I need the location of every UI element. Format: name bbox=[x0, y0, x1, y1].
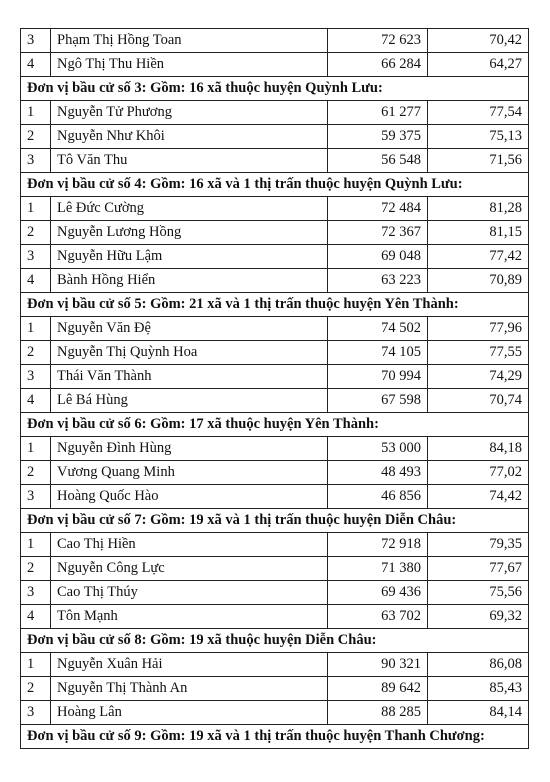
vote-count: 89 642 bbox=[328, 677, 428, 701]
election-results-table bbox=[20, 28, 529, 749]
candidate-row bbox=[21, 653, 529, 677]
candidate-name: Nguyễn Tử Phương bbox=[51, 101, 328, 125]
candidate-row bbox=[21, 365, 529, 389]
candidate-name: Hoàng Quốc Hào bbox=[51, 485, 328, 509]
candidate-number: 4 bbox=[21, 605, 51, 629]
vote-percent: 71,56 bbox=[428, 149, 529, 173]
electoral-unit-title: Đơn vị bầu cử số 9: Gồm: 19 xã và 1 thị trấn thuộc huyện Thanh Chương: bbox=[21, 725, 529, 749]
vote-count: 63 702 bbox=[328, 605, 428, 629]
candidate-number: 3 bbox=[21, 485, 51, 509]
vote-percent: 84,14 bbox=[428, 701, 529, 725]
candidate-name: Vương Quang Minh bbox=[51, 461, 328, 485]
vote-count: 72 623 bbox=[328, 29, 428, 53]
candidate-row bbox=[21, 461, 529, 485]
vote-count: 46 856 bbox=[328, 485, 428, 509]
vote-percent: 75,56 bbox=[428, 581, 529, 605]
electoral-unit-header bbox=[21, 509, 529, 533]
candidate-name: Nguyễn Xuân Hải bbox=[51, 653, 328, 677]
candidate-number: 3 bbox=[21, 365, 51, 389]
vote-count: 72 367 bbox=[328, 221, 428, 245]
vote-percent: 70,89 bbox=[428, 269, 529, 293]
candidate-row bbox=[21, 437, 529, 461]
candidate-row bbox=[21, 149, 529, 173]
candidate-name: Nguyễn Như Khôi bbox=[51, 125, 328, 149]
vote-percent: 70,74 bbox=[428, 389, 529, 413]
vote-percent: 77,96 bbox=[428, 317, 529, 341]
candidate-row bbox=[21, 29, 529, 53]
candidate-row bbox=[21, 557, 529, 581]
electoral-unit-header bbox=[21, 413, 529, 437]
candidate-row bbox=[21, 389, 529, 413]
candidate-row bbox=[21, 701, 529, 725]
candidate-row bbox=[21, 125, 529, 149]
candidate-number: 3 bbox=[21, 245, 51, 269]
candidate-number: 1 bbox=[21, 437, 51, 461]
electoral-unit-header bbox=[21, 77, 529, 101]
vote-count: 74 105 bbox=[328, 341, 428, 365]
candidate-number: 1 bbox=[21, 653, 51, 677]
vote-percent: 81,28 bbox=[428, 197, 529, 221]
vote-percent: 86,08 bbox=[428, 653, 529, 677]
electoral-unit-title: Đơn vị bầu cử số 5: Gồm: 21 xã và 1 thị trấn thuộc huyện Yên Thành: bbox=[21, 293, 529, 317]
vote-percent: 77,02 bbox=[428, 461, 529, 485]
candidate-name: Nguyễn Văn Đệ bbox=[51, 317, 328, 341]
vote-count: 56 548 bbox=[328, 149, 428, 173]
candidate-number: 3 bbox=[21, 29, 51, 53]
vote-count: 90 321 bbox=[328, 653, 428, 677]
vote-percent: 64,27 bbox=[428, 53, 529, 77]
candidate-number: 4 bbox=[21, 53, 51, 77]
candidate-name: Cao Thị Thúy bbox=[51, 581, 328, 605]
vote-count: 71 380 bbox=[328, 557, 428, 581]
candidate-name: Nguyễn Thị Thành An bbox=[51, 677, 328, 701]
vote-count: 69 048 bbox=[328, 245, 428, 269]
candidate-row bbox=[21, 245, 529, 269]
vote-count: 48 493 bbox=[328, 461, 428, 485]
candidate-name: Nguyễn Lương Hồng bbox=[51, 221, 328, 245]
vote-count: 66 284 bbox=[328, 53, 428, 77]
vote-percent: 84,18 bbox=[428, 437, 529, 461]
candidate-number: 2 bbox=[21, 125, 51, 149]
vote-percent: 74,42 bbox=[428, 485, 529, 509]
vote-percent: 75,13 bbox=[428, 125, 529, 149]
electoral-unit-title: Đơn vị bầu cử số 7: Gồm: 19 xã và 1 thị trấn thuộc huyện Diễn Châu: bbox=[21, 509, 529, 533]
electoral-unit-header bbox=[21, 173, 529, 197]
candidate-name: Thái Văn Thành bbox=[51, 365, 328, 389]
candidate-row bbox=[21, 101, 529, 125]
vote-percent: 85,43 bbox=[428, 677, 529, 701]
candidate-name: Nguyễn Đình Hùng bbox=[51, 437, 328, 461]
candidate-row bbox=[21, 677, 529, 701]
candidate-row bbox=[21, 533, 529, 557]
vote-count: 72 484 bbox=[328, 197, 428, 221]
vote-percent: 77,55 bbox=[428, 341, 529, 365]
vote-count: 88 285 bbox=[328, 701, 428, 725]
candidate-name: Ngô Thị Thu Hiền bbox=[51, 53, 328, 77]
vote-count: 61 277 bbox=[328, 101, 428, 125]
results-table-body bbox=[21, 29, 529, 749]
candidate-row bbox=[21, 197, 529, 221]
candidate-row bbox=[21, 341, 529, 365]
candidate-row bbox=[21, 485, 529, 509]
candidate-number: 1 bbox=[21, 101, 51, 125]
candidate-number: 4 bbox=[21, 389, 51, 413]
candidate-row bbox=[21, 221, 529, 245]
candidate-row bbox=[21, 605, 529, 629]
candidate-row bbox=[21, 53, 529, 77]
candidate-number: 3 bbox=[21, 149, 51, 173]
vote-percent: 70,42 bbox=[428, 29, 529, 53]
electoral-unit-header bbox=[21, 293, 529, 317]
electoral-unit-title: Đơn vị bầu cử số 8: Gồm: 19 xã thuộc huyện Diễn Châu: bbox=[21, 629, 529, 653]
vote-count: 74 502 bbox=[328, 317, 428, 341]
vote-count: 72 918 bbox=[328, 533, 428, 557]
vote-percent: 77,54 bbox=[428, 101, 529, 125]
candidate-number: 1 bbox=[21, 317, 51, 341]
vote-percent: 79,35 bbox=[428, 533, 529, 557]
candidate-number: 4 bbox=[21, 269, 51, 293]
candidate-number: 3 bbox=[21, 581, 51, 605]
electoral-unit-header bbox=[21, 725, 529, 749]
candidate-name: Nguyễn Hữu Lậm bbox=[51, 245, 328, 269]
candidate-name: Tôn Mạnh bbox=[51, 605, 328, 629]
candidate-name: Tô Văn Thu bbox=[51, 149, 328, 173]
candidate-number: 3 bbox=[21, 701, 51, 725]
candidate-number: 2 bbox=[21, 677, 51, 701]
candidate-row bbox=[21, 269, 529, 293]
candidate-number: 2 bbox=[21, 557, 51, 581]
electoral-unit-header bbox=[21, 629, 529, 653]
vote-count: 59 375 bbox=[328, 125, 428, 149]
candidate-row bbox=[21, 317, 529, 341]
candidate-row bbox=[21, 581, 529, 605]
candidate-number: 2 bbox=[21, 221, 51, 245]
vote-count: 69 436 bbox=[328, 581, 428, 605]
candidate-name: Phạm Thị Hồng Toan bbox=[51, 29, 328, 53]
vote-percent: 81,15 bbox=[428, 221, 529, 245]
electoral-unit-title: Đơn vị bầu cử số 3: Gồm: 16 xã thuộc huyện Quỳnh Lưu: bbox=[21, 77, 529, 101]
candidate-number: 2 bbox=[21, 341, 51, 365]
vote-count: 67 598 bbox=[328, 389, 428, 413]
candidate-name: Lê Bá Hùng bbox=[51, 389, 328, 413]
candidate-name: Cao Thị Hiền bbox=[51, 533, 328, 557]
vote-percent: 77,67 bbox=[428, 557, 529, 581]
vote-count: 70 994 bbox=[328, 365, 428, 389]
vote-count: 63 223 bbox=[328, 269, 428, 293]
candidate-name: Bành Hồng Hiển bbox=[51, 269, 328, 293]
candidate-name: Hoàng Lân bbox=[51, 701, 328, 725]
candidate-name: Nguyễn Thị Quỳnh Hoa bbox=[51, 341, 328, 365]
electoral-unit-title: Đơn vị bầu cử số 6: Gồm: 17 xã thuộc huyện Yên Thành: bbox=[21, 413, 529, 437]
vote-percent: 74,29 bbox=[428, 365, 529, 389]
vote-percent: 69,32 bbox=[428, 605, 529, 629]
candidate-number: 1 bbox=[21, 533, 51, 557]
candidate-number: 1 bbox=[21, 197, 51, 221]
candidate-number: 2 bbox=[21, 461, 51, 485]
candidate-name: Nguyễn Công Lực bbox=[51, 557, 328, 581]
vote-percent: 77,42 bbox=[428, 245, 529, 269]
candidate-name: Lê Đức Cường bbox=[51, 197, 328, 221]
electoral-unit-title: Đơn vị bầu cử số 4: Gồm: 16 xã và 1 thị trấn thuộc huyện Quỳnh Lưu: bbox=[21, 173, 529, 197]
vote-count: 53 000 bbox=[328, 437, 428, 461]
